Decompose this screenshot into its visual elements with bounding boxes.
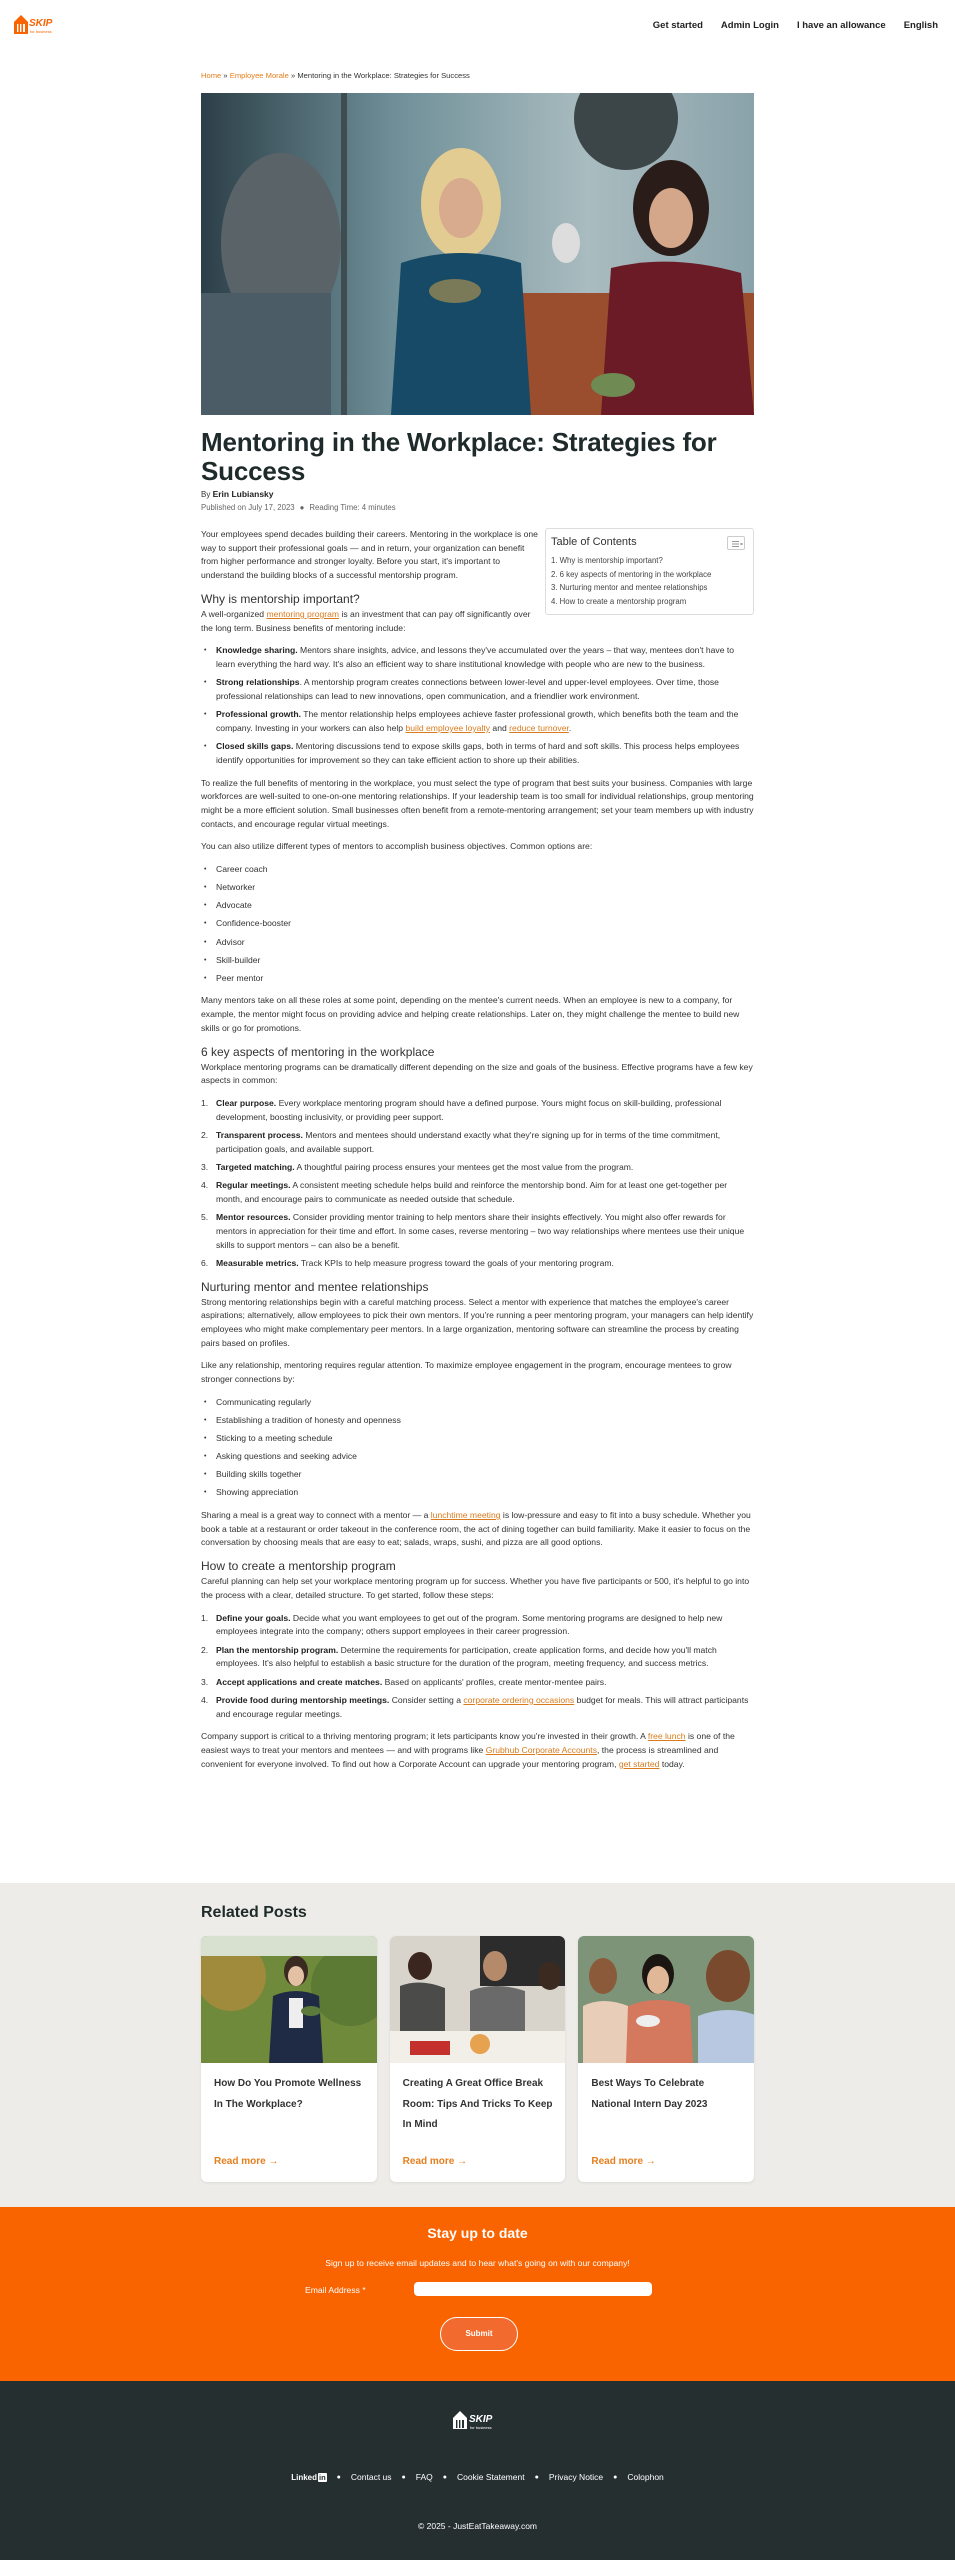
toc-item[interactable]: 2. 6 key aspects of mentoring in the workplace (551, 569, 712, 579)
post-image (201, 1936, 377, 2063)
item-number: 5. (201, 1212, 209, 1223)
item-title: Targeted matching. (216, 1161, 295, 1172)
author-name[interactable]: Erin Lubiansky (212, 489, 274, 499)
section-heading-aspects: 6 key aspects of mentoring in the workplace (201, 1044, 435, 1059)
intro-paragraph: Your employees spend decades building their careers. Mentoring in the workplace is one way to support their professional goals — and in return, your organization can benefit from higher performance and stronger loyalty. Before you start, it's important to understand the building blocks of a successful mentorship program. (201, 529, 538, 581)
site-header (0, 0, 955, 50)
text: today. (659, 1758, 685, 1769)
item-number: 4. (201, 1180, 209, 1191)
list-item: • Confidence-booster (201, 917, 754, 931)
list-item (201, 1694, 754, 1721)
item-text: Consider setting a (389, 1694, 464, 1705)
newsletter-title: Stay up to date (427, 2225, 528, 2241)
item-title: Strong relationships (216, 677, 300, 688)
item-text: Track KPIs to help measure progress toward the goals of your mentoring program. (298, 1257, 614, 1268)
section-heading-nurturing: Nurturing mentor and mentee relationships (201, 1279, 429, 1294)
corporate-ordering-link[interactable]: corporate ordering occasions (463, 1694, 575, 1705)
footer-skip-logo[interactable] (451, 2409, 507, 2434)
list-item: • Career coach (201, 863, 754, 877)
footer-links (0, 2471, 955, 2485)
list-item (201, 676, 754, 703)
item-text: Mentors share insights, advice, and lessons they've accumulated over the years – that way, mentees don't have to learn everything the hard way. It's also an efficient way to share institutional knowledge with people who are new to the business. (216, 645, 735, 669)
item-text: Mentoring discussions tend to expose skills gaps, both in terms of hard and soft skills. This process helps employees identify opportunities for improvement so they can take efficient action to shore up their abilities. (216, 741, 740, 765)
breadcrumb-sep: » (223, 71, 228, 80)
item-title: Measurable metrics. (216, 1257, 299, 1268)
read-more-link[interactable]: Read more → (402, 2156, 468, 2167)
nav-admin-login[interactable]: Admin Login (720, 20, 779, 31)
svg-text:for business: for business (470, 2425, 492, 2430)
reduce-turnover-link[interactable]: reduce turnover (509, 722, 569, 733)
item-text: Determine the requirements for participation, create application forms, and decide how you'll match employees. It's also helpful to establish a basic structure for the duration of the program, meeting frequency, and success metrics. (216, 1644, 717, 1669)
breadcrumb (201, 69, 754, 83)
why-paragraph (201, 608, 539, 635)
item-text: . (568, 722, 572, 733)
program-type-paragraph: To realize the full benefits of mentoring in the workplace, you must select the type of program that best suits your business. Companies with large workforces are well-suited to one-on-one mentoring relationships. If your leadership team is too small for individual relationships, group mentoring might be a more efficient solution. Small businesses often benefit from a remote-mentoring arrangement; set your team members up with industry contacts, and encourage regular virtual meetings. (201, 777, 754, 829)
item-text: and (490, 722, 510, 733)
linkedin-text: Linked (291, 2473, 317, 2482)
list-item: • Establishing a tradition of honesty and openness (201, 1414, 754, 1428)
related-posts-cards (201, 1936, 754, 2182)
item-number: 2. (201, 1129, 209, 1140)
item-title: Accept applications and create matches. (216, 1676, 383, 1687)
toc-item[interactable]: 4. How to create a mentorship program (551, 597, 687, 607)
nav-allowance[interactable]: I have an allowance (796, 20, 886, 31)
connections-list (201, 1396, 754, 1500)
meta-dot: ● (299, 503, 305, 512)
site-footer (0, 2381, 955, 2560)
list-item (201, 708, 754, 735)
text: Company support is critical to a thriving mentoring program; it lets participants know you're invested in their growth. A (201, 1731, 648, 1742)
post-title[interactable]: How Do You Promote Wellness In The Workplace? (214, 2078, 362, 2110)
item-text: A consistent meeting schedule helps build and reinforce the mentorship bond. Aim for at least one get-together per month, and encourage pairs to communicate as needed outside that schedule. (216, 1180, 728, 1204)
post-image (390, 1936, 566, 2063)
list-item: • Networker (201, 881, 754, 895)
text: is low-pressure and easy to fit into a busy schedule. Whether you book a table at a restaurant or order takeout in the conference room, the act of dining together can build familiarity. Make it easier to focus on the conversation by choosing meals that are easy to eat; salads, wraps, sushi, and pizza are all good options. (201, 1510, 751, 1548)
separator-dot: ● (401, 2474, 406, 2481)
linkedin-badge: in (318, 2473, 326, 2482)
item-text: . A mentorship program creates connections between lower-level and upper-level employees. Over time, those professional relationships can lead to new innovations, open communication, and a friendlier work environment. (216, 677, 719, 701)
benefits-list (201, 644, 754, 767)
roles-paragraph: Many mentors take on all these roles at some point, depending on the mentee's current needs. When an employee is new to a company, for example, the mentor might focus on providing advice and helping create relationships. Later on, they might challenge the mentee to build new skills or go for promotions. (201, 995, 740, 1033)
aspects-paragraph: Workplace mentoring programs can be dramatically different depending on the size and goals of the business. Effective programs have a few key aspects in common: (201, 1061, 753, 1086)
footer-link-faq[interactable]: FAQ (415, 2472, 433, 2482)
grubhub-corporate-link[interactable]: Grubhub Corporate Accounts (485, 1744, 597, 1755)
article-title: Mentoring in the Workplace: Strategies for Success (201, 427, 717, 486)
create-paragraph: Careful planning can help set your workplace mentoring program up for success. Whether you have five participants or 500, it's helpful to go into the process with a clear, detailed structure. To get started, follow these steps: (201, 1576, 750, 1600)
list-item (201, 1612, 754, 1639)
item-title: Clear purpose. (216, 1097, 277, 1108)
item-text: Consider providing mentor training to help mentors share their insights effectively. You might also offer rewards for mentors in appreciation for their time and effort. In some cases, reverse mentoring – two way relationships where mentees use their unique skills to support mentors – can also be a benefit. (216, 1212, 745, 1250)
list-item: • Sticking to a meeting schedule (201, 1432, 754, 1446)
breadcrumb-home[interactable]: Home (201, 71, 222, 80)
item-number: 4. (201, 1694, 209, 1705)
post-title[interactable]: Creating A Great Office Break Room: Tips And Tricks To Keep In Mind (402, 2078, 553, 2130)
list-item (201, 1161, 754, 1175)
item-text: The mentor relationship helps employees achieve faster professional growth, which benefits both the team and the company. Investing in your workers can also help (216, 709, 739, 733)
item-number: 3. (201, 1161, 209, 1172)
breadcrumb-category[interactable]: Employee Morale (229, 71, 289, 80)
list-item: • Advisor (201, 936, 754, 950)
text: A well-organized (201, 608, 267, 619)
hero-image (201, 93, 754, 415)
list-item: • Building skills together (201, 1468, 754, 1482)
item-title: Regular meetings. (216, 1180, 291, 1191)
item-number: 1. (201, 1612, 209, 1623)
list-item (201, 1211, 754, 1252)
item-title: Closed skills gaps. (216, 741, 294, 752)
skip-logo[interactable] (12, 12, 64, 38)
article-body (201, 528, 754, 1780)
text: is an investment that can pay off significantly over the long term. Business benefits of mentoring include: (201, 608, 531, 633)
submit-button[interactable]: Submit (440, 2317, 518, 2351)
read-more-link[interactable]: Read more → (214, 2156, 279, 2167)
section-heading-create: How to create a mentorship program (201, 1559, 396, 1574)
item-number: 2. (201, 1644, 209, 1655)
employee-loyalty-link[interactable]: build employee loyalty (405, 722, 491, 733)
post-title[interactable]: Best Ways To Celebrate National Intern Day 2023 (591, 2078, 708, 2110)
item-text: Based on applicants' profiles, create mentor-mentee pairs. (382, 1676, 607, 1687)
closing-paragraph (201, 1730, 754, 1771)
text: Sharing a meal is a great way to connect with a mentor — a (201, 1510, 431, 1521)
svg-text:SKIP: SKIP (469, 2414, 493, 2425)
svg-text:for business: for business (30, 29, 52, 34)
item-number: 3. (201, 1676, 209, 1687)
article-meta (201, 501, 754, 515)
byline (201, 488, 754, 502)
svg-text:SKIP: SKIP (29, 18, 53, 29)
separator-dot: ● (442, 2474, 448, 2481)
meal-paragraph (201, 1509, 754, 1550)
aspects-list (201, 1097, 754, 1271)
nav-get-started[interactable]: Get started (652, 20, 703, 31)
toc-item[interactable]: 3. Nurturing mentor and mentee relationships (551, 583, 708, 593)
read-more-link[interactable]: Read more → (591, 2156, 656, 2167)
footer-link-contact[interactable]: Contact us (350, 2472, 392, 2482)
list-item: • Asking questions and seeking advice (201, 1450, 754, 1464)
lunchtime-meeting-link[interactable]: lunchtime meeting (430, 1510, 501, 1521)
breadcrumb-sep: » (290, 71, 296, 80)
linkedin-icon[interactable] (291, 2471, 326, 2485)
separator-dot: ● (336, 2474, 341, 2481)
nav-language[interactable]: English (903, 20, 938, 31)
mentoring-program-link[interactable]: mentoring program (266, 608, 340, 619)
list-item (201, 1097, 754, 1124)
item-title: Knowledge sharing. (216, 645, 298, 656)
breadcrumb-current: Mentoring in the Workplace: Strategies for Success (297, 71, 470, 80)
list-item: • Peer mentor (201, 972, 754, 986)
copyright: © 2025 - JustEatTakeaway.com (417, 2521, 538, 2531)
item-text: Mentors and mentees should understand exactly what they're signing up for in terms of the time commitment, participation goals, and available support. (216, 1129, 721, 1154)
section-heading-why: Why is mentorship important? (201, 591, 360, 606)
item-title: Transparent process. (216, 1129, 303, 1140)
email-label: Email Address * (305, 2285, 366, 2295)
text: is one of the easiest ways to treat your mentors and mentees — and with programs like (201, 1731, 735, 1755)
toc-title: Table of Contents (551, 536, 637, 548)
item-text: A thoughtful pairing process ensures your mentees get the most value from the program. (294, 1161, 634, 1172)
item-number: 6. (201, 1257, 209, 1268)
item-title: Plan the mentorship program. (216, 1644, 339, 1655)
list-item (201, 1676, 754, 1690)
list-item: • Showing appreciation (201, 1486, 754, 1500)
newsletter-section (0, 2207, 955, 2381)
newsletter-subtitle: Sign up to receive email updates and to hear what's going on with our company! (325, 2258, 630, 2268)
related-post-card[interactable] (578, 1936, 754, 2182)
list-item: • Communicating regularly (201, 1396, 754, 1410)
footer-link-colophon[interactable]: Colophon (627, 2472, 664, 2482)
mentor-types-list (201, 863, 754, 985)
post-image (578, 1936, 754, 2063)
nurturing-paragraph: Strong mentoring relationships begin with a careful matching process. Select a mentor with experience that matches the employee's career aspirations; alternatively, allow employees to pick their own mentors. If you're running a peer mentoring program, your managers can help identify employees who might make complementary peer mentors. In a large organization, mentoring software can streamline the process by creating pairs based on profiles. (201, 1296, 754, 1348)
item-text: Decide what you want employees to get out of the program. Some mentoring programs are designed to help new employees integrate into the company; others support employees in their career progression. (216, 1612, 723, 1637)
list-item (201, 1129, 754, 1156)
steps-list (201, 1612, 754, 1722)
item-title: Provide food during mentorship meetings. (216, 1694, 390, 1705)
list-item (201, 1644, 754, 1671)
item-text: budget for meals. This will attract participants and encourage regular meetings. (216, 1694, 749, 1719)
footer-link-cookie[interactable]: Cookie Statement (457, 2472, 525, 2482)
list-item: • Advocate (201, 899, 754, 913)
toc-item[interactable]: 1. Why is mentorship important? (551, 555, 663, 565)
free-lunch-link[interactable]: free lunch (647, 1731, 686, 1742)
list-item: • Skill-builder (201, 954, 754, 968)
separator-dot: ● (613, 2474, 618, 2481)
list-item (201, 740, 754, 767)
item-title: Professional growth. (216, 709, 301, 720)
attention-paragraph: Like any relationship, mentoring requires regular attention. To maximize employee engagement in the program, encourage mentees to grow stronger connections by: (201, 1360, 732, 1385)
list-item (201, 644, 754, 671)
list-item (201, 1257, 754, 1271)
mentor-types-intro: You can also utilize different types of mentors to accomplish business objectives. Common options are: (201, 841, 593, 852)
email-input[interactable] (414, 2282, 652, 2296)
by-label: By (201, 490, 211, 499)
item-title: Mentor resources. (216, 1212, 291, 1223)
item-title: Define your goals. (216, 1612, 291, 1623)
list-item (201, 1179, 754, 1206)
related-post-card[interactable] (390, 1936, 566, 2182)
item-text: Every workplace mentoring program should have a defined purpose. Yours might focus on skill-building, professional development, boosting inclusivity, or providing peer support. (216, 1097, 722, 1122)
get-started-link[interactable]: get started (618, 1758, 660, 1769)
related-post-card[interactable] (201, 1936, 377, 2182)
published-date: Published on July 17, 2023 (201, 503, 295, 512)
related-posts-title: Related Posts (201, 1904, 307, 1921)
item-number: 1. (201, 1097, 209, 1108)
text: , the process is streamlined and convenient for everyone involved. To find out how a Corporate Account can upgrade your mentoring program, (201, 1744, 719, 1769)
footer-link-privacy[interactable]: Privacy Notice (548, 2472, 604, 2482)
top-nav (653, 19, 938, 33)
reading-time: Reading Time: 4 minutes (309, 503, 396, 512)
separator-dot: ● (534, 2474, 539, 2481)
